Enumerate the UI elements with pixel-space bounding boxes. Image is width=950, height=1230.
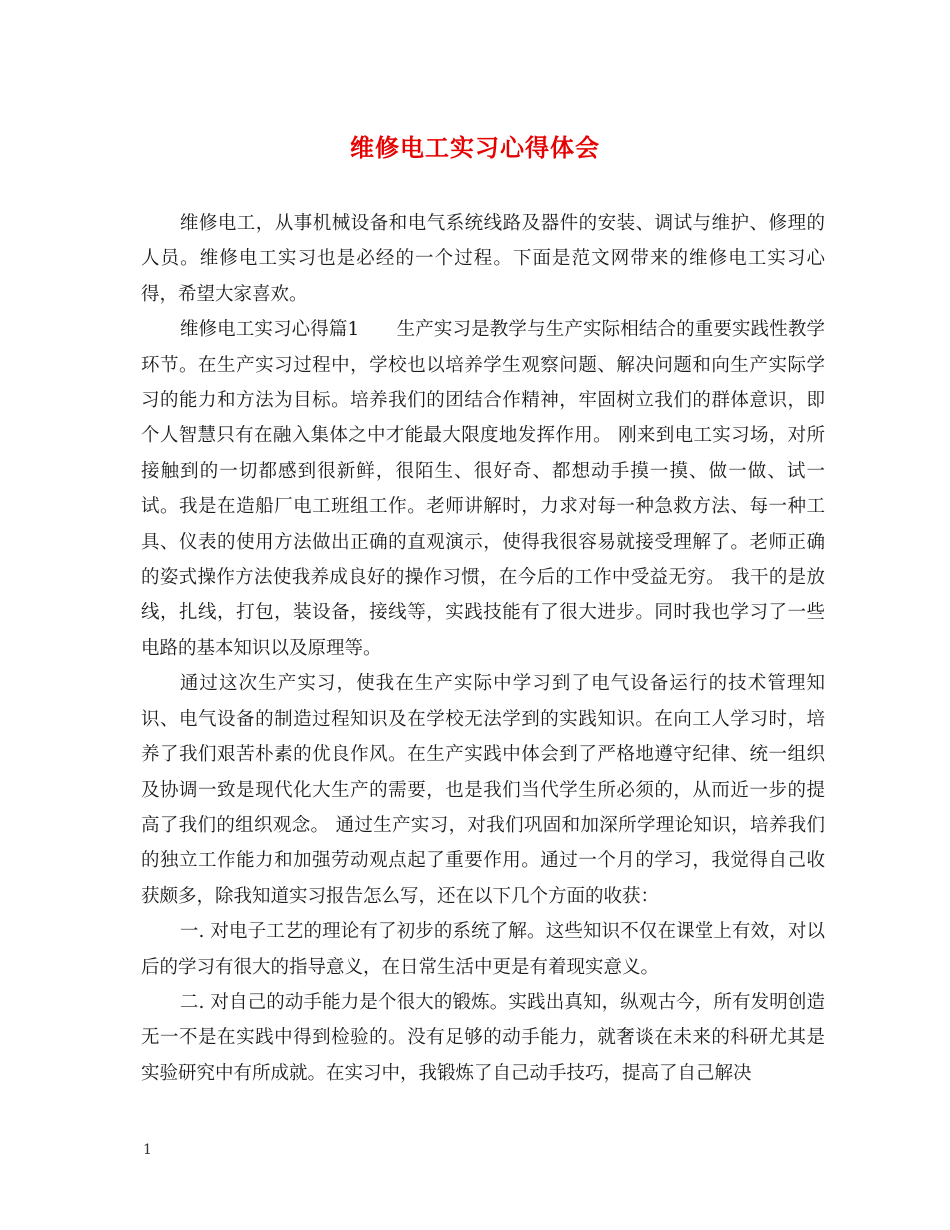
document-body [141, 206, 825, 1091]
paragraph-point-2: 二. 对自己的动手能力是个很大的锻炼。实践出真知，纵观古今，所有发明创造无一不是在实践中得到检验的。没有足够的动手能力，就奢谈在未来的科研尤其是实验研究中有所成就。在实习中，我锻炼了自己动手技巧，提高了自己解决 [141, 991, 825, 1084]
paragraph-intro: 维修电工，从事机械设备和电气系统线路及器件的安装、调试与维护、修理的人员。维修电工实习也是必经的一个过程。下面是范文网带来的维修电工实习心得，希望大家喜欢。 [141, 213, 825, 305]
page-number: 1 [143, 1142, 152, 1158]
paragraph-part-2: 通过这次生产实习，使我在生产实际中学习到了电气设备运行的技术管理知识、电气设备的制造过程知识及在学校无法学到的实践知识。在向工人学习时，培养了我们艰苦朴素的优良作风。在生产实践中体会到了严格地遵守纪律、统一组织及协调一致是现代化大生产的需要，也是我们当代学生所必须的，从而近一步的提高了我们的组织观念。 通过生产实习，对我们巩固和加深所学理论知识，培养我们的独立工作能力和加强劳动观点起了重要作用。通过一个月的学习，我觉得自己收获颇多，除我知道实习报告怎么写，还在以下几个方面的收获： [141, 673, 825, 907]
page-title: 维修电工实习心得体会 [350, 133, 600, 162]
paragraph-point-1: 一. 对电子工艺的理论有了初步的系统了解。这些知识不仅在课堂上有效，对以后的学习有很大的指导意义，在日常生活中更是有着现实意义。 [141, 921, 825, 978]
paragraph-part-1: 维修电工实习心得篇1 生产实习是教学与生产实际相结合的重要实践性教学环节。在生产实习过程中，学校也以培养学生观察问题、解决问题和向生产实际学习的能力和方法为目标。培养我们的团结合作精神，牢固树立我们的群体意识，即个人智慧只有在融入集体之中才能最大限度地发挥作用。 刚来到电工实习场，对所接触到的一切都感到很新鲜，很陌生、很好奇、都想动手摸一摸、做一做、试一试。我是在造船厂电工班组工作。老师讲解时，力求对每一种急救方法、每一种工具、仪表的使用方法做出正确的直观演示，使得我很容易就接受理解了。老师正确的姿式操作方法使我养成良好的操作习惯，在今后的工作中受益无穷。 我干的是放线，扎线，打包，装设备，接线等，实践技能有了很大进步。同时我也学习了一些电路的基本知识以及原理等。 [141, 319, 825, 659]
